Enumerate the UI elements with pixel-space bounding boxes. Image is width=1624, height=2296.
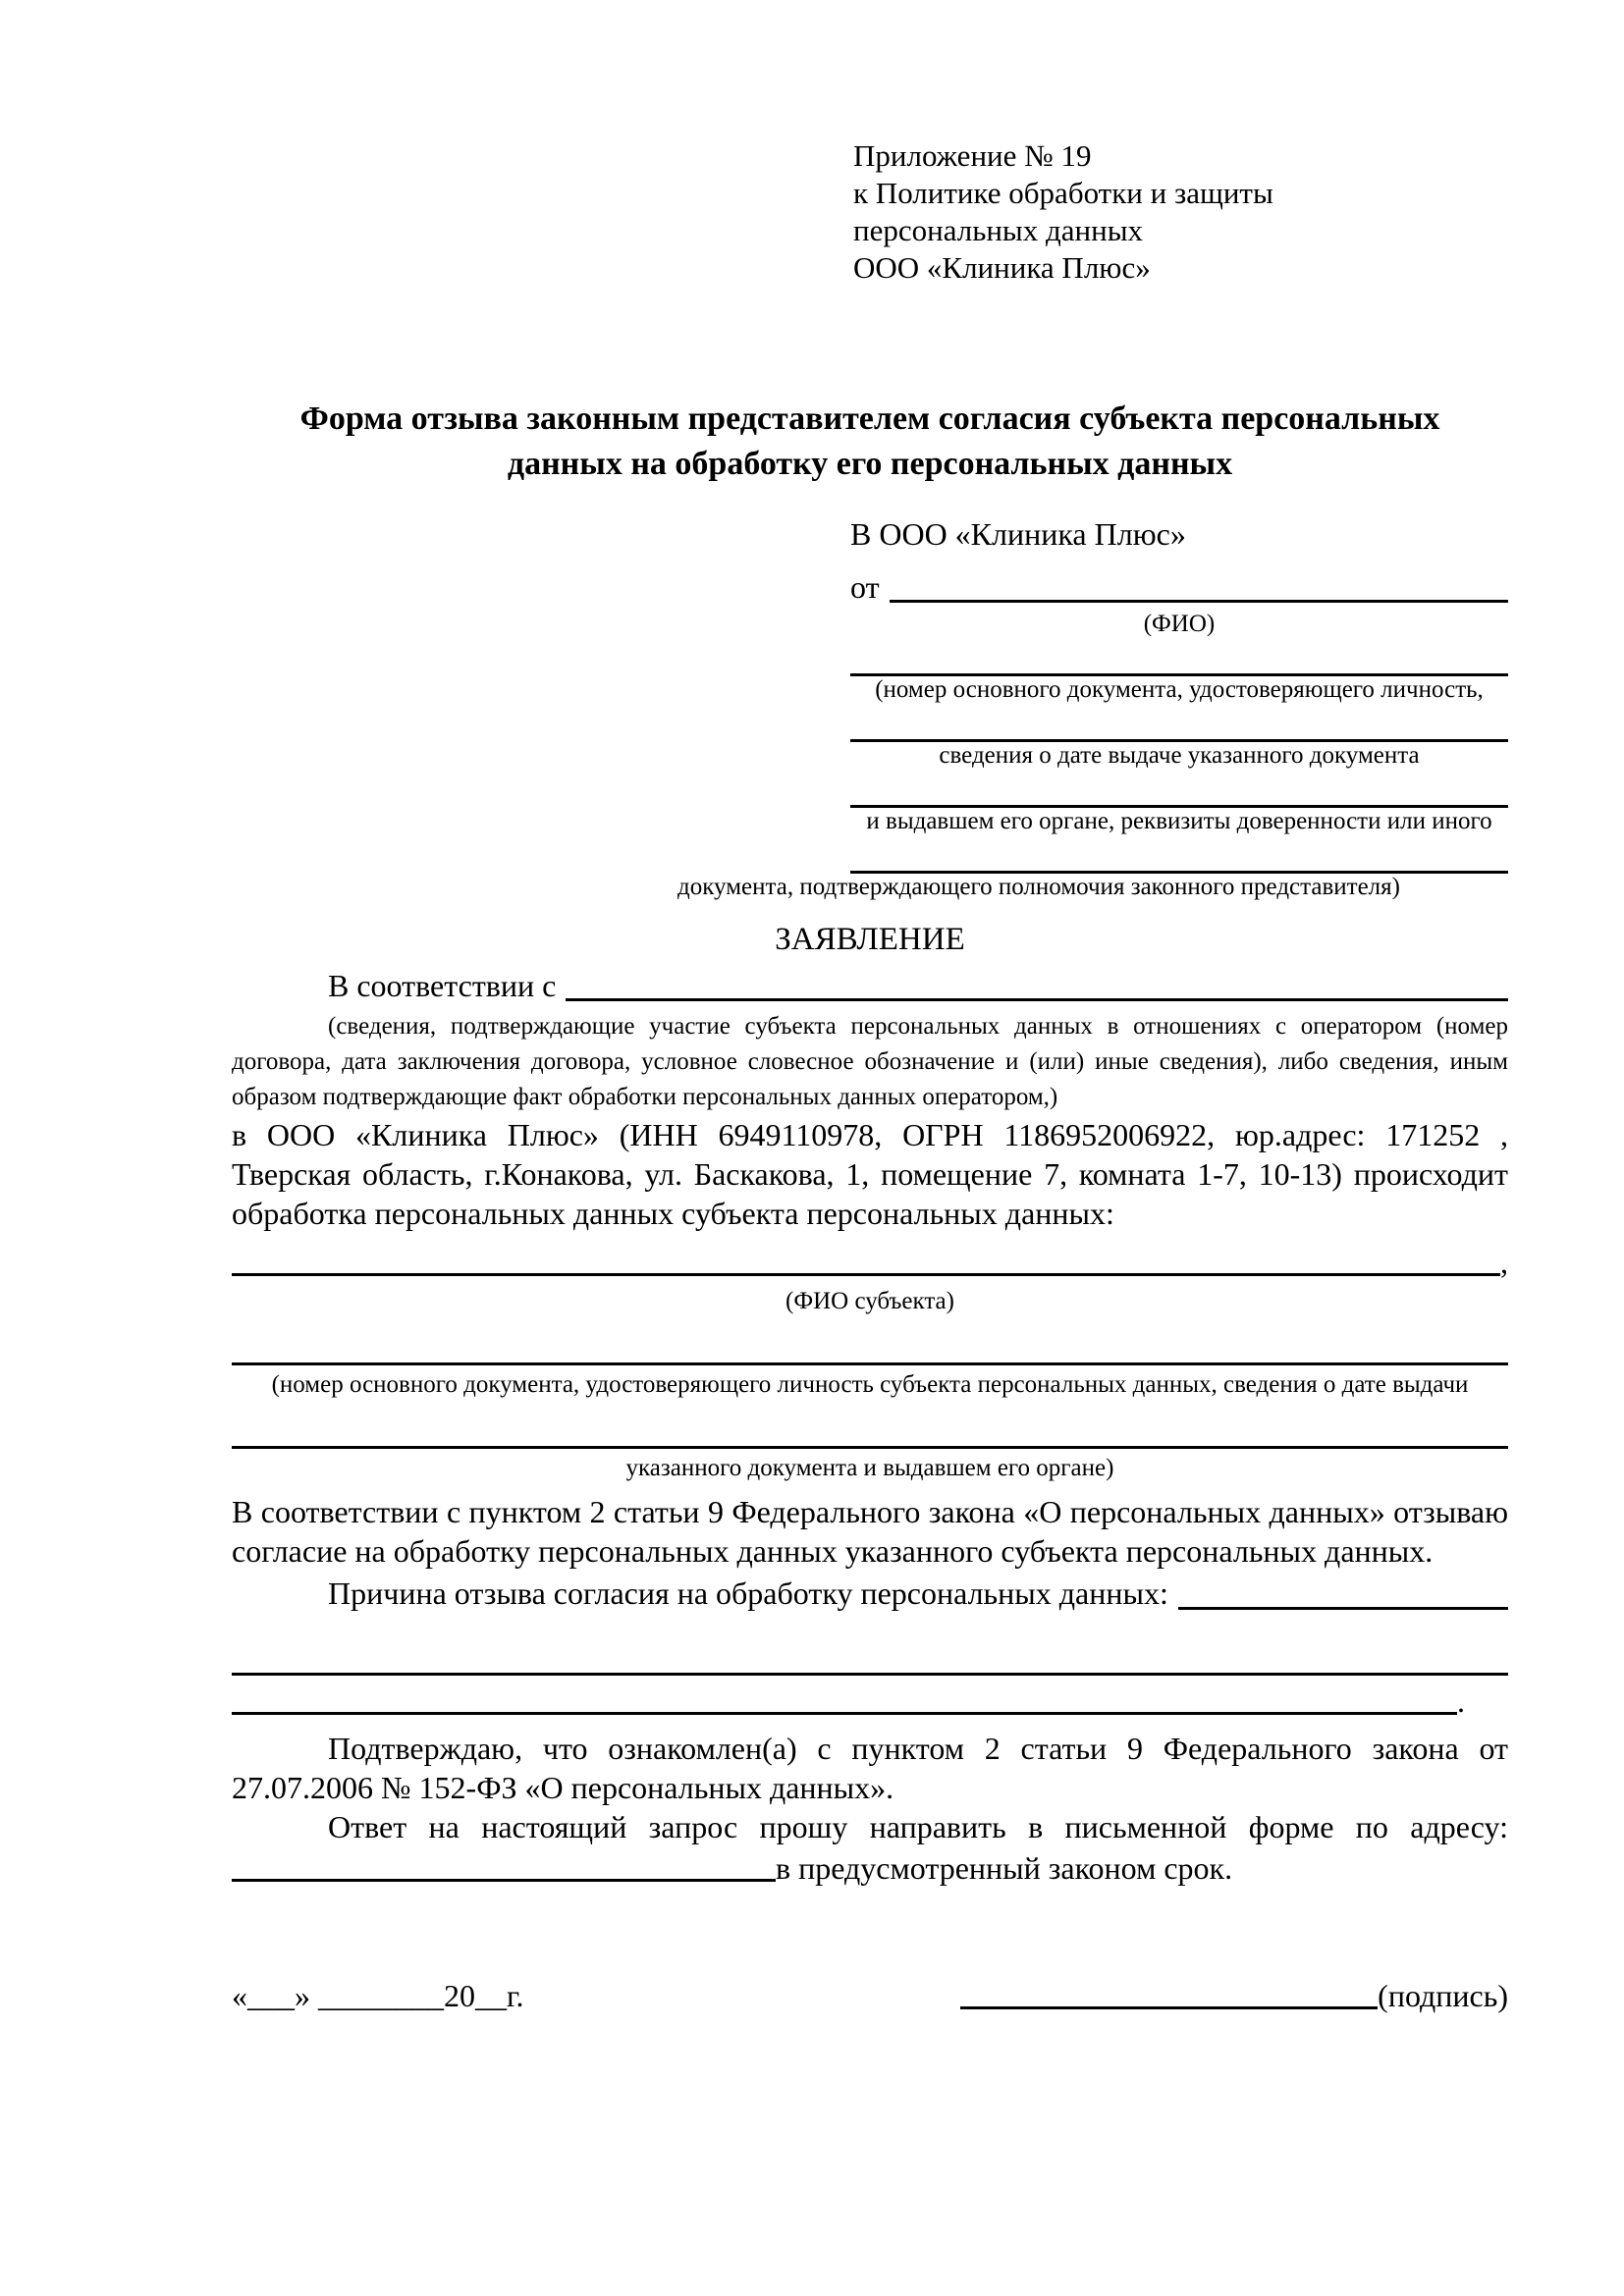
form-title: Форма отзыва законным представителем согласия субъекта персональных данных на обработку его персональных данных [299,400,1440,482]
withdraw-paragraph: В соответствии с пунктом 2 статьи 9 Федерального закона «О персональных данных» отзываю согласие на обработку персональных данных указанного субъекта персональных данных. [232,1494,1508,1569]
appendix-line: персональных данных [853,213,1144,247]
reason-field-line-3[interactable] [232,1712,1457,1715]
subject-document-caption-2: указанного документа и выдавшем его органе) [625,1455,1114,1481]
issue-date-caption: сведения о дате выдаче указанного документа [939,742,1420,769]
issue-date-field[interactable] [850,714,1508,742]
issuing-authority-field[interactable] [850,779,1508,808]
issuing-authority-caption: и выдавшем его органе, реквизиты доверенности или иного [866,808,1492,834]
signature-caption: (подпись) [1378,1978,1508,2013]
response-address-row [232,1846,1508,1888]
operator-paragraph: в ООО «Клиника Плюс» (ИНН 6949110978, ОГРН 1186952006922, юр.адрес: 171252 , Тверская область, г.Конакова, ул. Баскакова, 1, помещение 7, комната 1-7, 10-13) происходит обработка персональных данных субъекта персональных данных: [232,1117,1508,1231]
statement-heading: ЗАЯВЛЕНИЕ [775,922,965,957]
reason-label: Причина отзыва согласия на обработку персональных данных: [328,1575,1168,1611]
basis-note: (сведения, подтверждающие участие субъекта персональных данных в отношениях с оператором (номер договора, дата заключения договора, условное словесное обозначение и (или) иные сведения), либо сведения, иным образом подтверждающие факт обработки персональных данных оператором,) [232,1013,1508,1110]
appendix-block [853,137,1508,287]
signature-group [960,1976,1508,2015]
subject-document-field-2[interactable] [232,1420,1508,1449]
authority-document-caption: документа, подтверждающего полномочия законного представителя) [677,874,1400,900]
addressee-block [677,512,1508,901]
subject-document-caption-1: (номер основного документа, удостоверяющего личность субъекта персональных данных, сведения о дате выдачи [271,1371,1469,1398]
authority-document-pair [677,845,1508,901]
basis-label: В соответствии с [328,968,557,1003]
representative-fio-field[interactable] [890,600,1508,603]
reason-field[interactable] [1178,1607,1508,1610]
document-number-field[interactable] [850,648,1508,676]
authority-document-field[interactable] [850,845,1508,874]
subject-fio-row [232,1243,1508,1282]
document-number-caption: (номер основного документа, удостоверяющего личность, [875,676,1484,703]
subject-fio-field[interactable] [232,1273,1500,1276]
footer-row [232,1976,1508,2015]
issue-date-pair [850,714,1508,770]
signature-field[interactable] [960,2006,1378,2009]
reason-row [232,1571,1508,1616]
trailing-period: . [1457,1683,1465,1719]
issuing-authority-pair [850,779,1508,835]
confirm-paragraph: Подтверждаю, что ознакомлен(а) с пунктом 2 статьи 9 Федерального закона от 27.07.2006 № 152-ФЗ «О персональных данных». [232,1731,1508,1805]
appendix-line: Приложение № 19 [853,138,1092,173]
reason-field-line-2[interactable] [232,1647,1508,1676]
from-label: от [850,569,880,605]
addressee-organization: В ООО «Клиника Плюс» [850,516,1186,552]
response-intro: Ответ на настоящий запрос прошу направить в письменной форме по адресу: [328,1809,1508,1844]
subject-document-field[interactable] [232,1337,1508,1365]
trailing-comma: , [1500,1245,1508,1280]
fio-caption: (ФИО) [1143,611,1216,637]
appendix-line: к Политике обработки и защиты [853,176,1273,210]
date-line: «___» ________20__г. [232,1978,524,2013]
basis-field[interactable] [566,998,1508,1001]
response-tail: в предусмотренный законом срок. [776,1850,1233,1886]
from-row [850,565,1508,609]
reason-field-row-3 [232,1685,1508,1721]
basis-row [232,964,1508,1007]
appendix-line: ООО «Клиника Плюс» [853,250,1151,285]
document-number-pair [850,648,1508,704]
subject-fio-caption: (ФИО субъекта) [785,1288,954,1314]
response-address-field[interactable] [232,1879,776,1882]
